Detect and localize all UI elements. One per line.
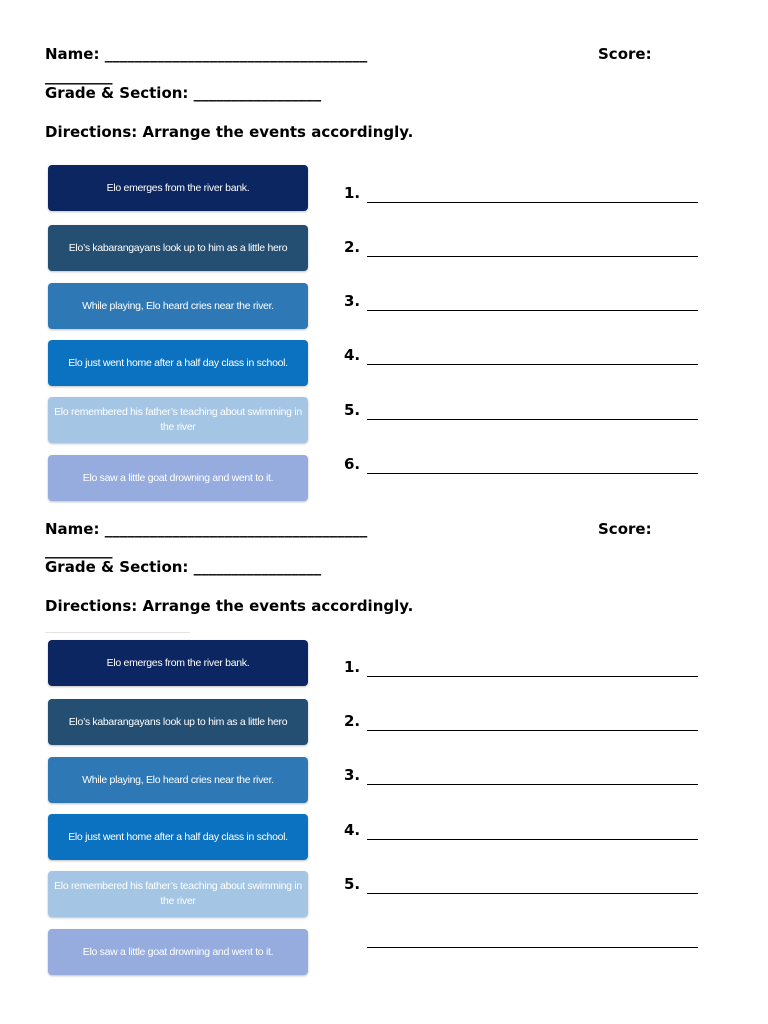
answer-number: 3. [344,292,361,310]
answer-line[interactable] [367,676,698,677]
answer-number: 4. [344,821,361,839]
answer-line[interactable] [367,784,698,785]
event-card: While playing, Elo heard cries near the river. [48,757,308,803]
answer-line[interactable] [367,364,698,365]
directions: Directions: Arrange the events accordingly. [45,123,414,141]
name-label: Name: ___________________________________ [45,45,368,63]
answer-line[interactable] [367,947,698,948]
score-label: Score: [598,45,652,63]
score-label: Score: [598,520,652,538]
grade-section-label: Grade & Section: _________________ [45,558,322,576]
answer-number: 5. [344,875,361,893]
directions: Directions: Arrange the events accordingly. [45,597,414,615]
event-card: Elo emerges from the river bank. [48,165,308,211]
event-card: While playing, Elo heard cries near the river. [48,283,308,329]
answer-number: 2. [344,712,361,730]
name-label: Name: ___________________________________ [45,520,368,538]
answer-line[interactable] [367,256,698,257]
event-card: Elo remembered his father’s teaching about swimming in the river [48,397,308,443]
answer-line[interactable] [367,893,698,894]
answer-number: 4. [344,346,361,364]
answer-line[interactable] [367,202,698,203]
event-card: Elo just went home after a half day class in school. [48,340,308,386]
event-card: Elo just went home after a half day class in school. [48,814,308,860]
event-card: Elo’s kabarangayans look up to him as a little hero [48,225,308,271]
divider [45,632,190,633]
answer-line[interactable] [367,419,698,420]
score-line: _________ [45,67,113,85]
answer-line[interactable] [367,839,698,840]
answer-line[interactable] [367,310,698,311]
event-card: Elo emerges from the river bank. [48,640,308,686]
answer-number: 5. [344,401,361,419]
event-card: Elo’s kabarangayans look up to him as a little hero [48,699,308,745]
answer-number: 3. [344,766,361,784]
grade-section-label: Grade & Section: _________________ [45,84,322,102]
event-card: Elo saw a little goat drowning and went to it. [48,455,308,501]
answer-number: 6. [344,455,361,473]
event-card: Elo saw a little goat drowning and went to it. [48,929,308,975]
answer-line[interactable] [367,730,698,731]
score-line: _________ [45,541,113,559]
answer-number: 1. [344,658,361,676]
answer-number: 1. [344,184,361,202]
event-card: Elo remembered his father’s teaching about swimming in the river [48,871,308,917]
answer-number: 2. [344,238,361,256]
answer-line[interactable] [367,473,698,474]
